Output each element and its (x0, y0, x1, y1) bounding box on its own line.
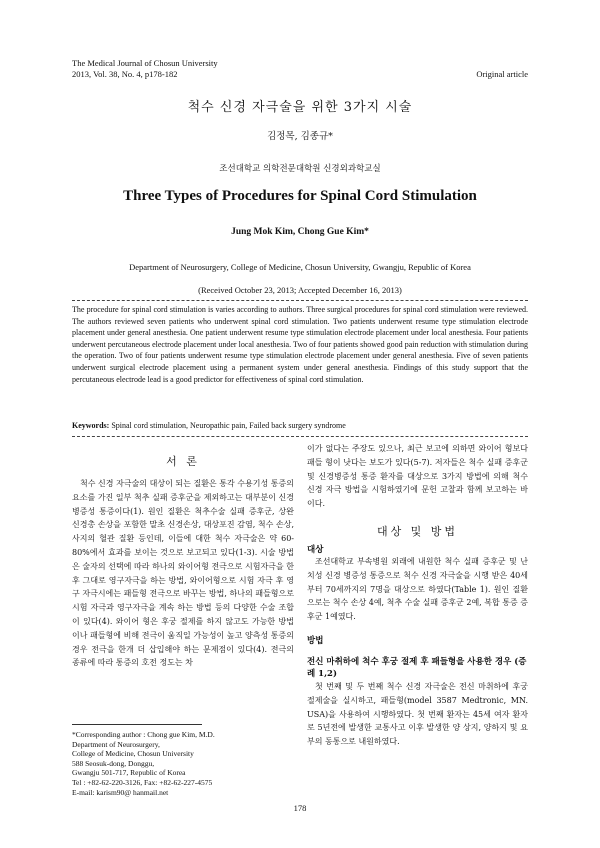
case-heading: 전신 마취하에 척수 후궁 절제 후 패들형을 사용한 경우 (증례 1,2) (307, 656, 527, 679)
journal-volume: 2013, Vol. 38, No. 4, p178-182 (72, 69, 178, 79)
subjects-text: 조선대학교 부속병원 외래에 내원한 척수 실패 증후군 및 난치성 신경 병증성 통증으로 척수 신경 자극술을 시행 받은 40세부터 70세까지의 7명을 대상으로 하였다(Table 1). 원인 질환으로는 척수 손상 4예, 척추 수술 실패 증후군 2예, 복합 통증 증후군 1예였다. (307, 556, 528, 622)
intro-heading: 서 론 (166, 455, 200, 468)
article-type: Original article (476, 69, 528, 79)
divider-top (72, 300, 528, 301)
authors-korean: 김정목, 김종규* (267, 131, 333, 142)
corr-line-2: Department of Neurosurgery, (72, 739, 160, 749)
case-text: 첫 번째 및 두 번째 척수 신경 자극술은 전신 마취하에 후궁 절제술을 실시하고, 패들형(model 3587 Medtronic, MN. USA)을 사용하여 시행하였다. 첫 번째 환자는 45세 여자 환자로 5년전에 발생한 교통사고 이후 발생한 양 상지, 양하지 및 요부의 동통으로 내원하였다. (307, 681, 528, 747)
page-number: 178 (293, 803, 307, 813)
corr-line-7: E-mail: karism90@ hanmail.net (72, 787, 169, 797)
method-label: 방법 (307, 635, 324, 646)
keywords-text: Spinal cord stimulation, Neuropathic pain, Failed back surgery syndrome (111, 421, 346, 430)
authors-english: Jung Mok Kim, Chong Gue Kim* (231, 227, 369, 237)
title-english: Three Types of Procedures for Spinal Cord Stimulation (123, 188, 477, 204)
affiliation-english: Department of Neurosurgery, College of Medicine, Chosun University, Gwangju, Republic of Korea (129, 262, 471, 272)
journal-info (72, 58, 218, 80)
affiliation-korean: 조선대학교 의학전문대학원 신경외과학교실 (219, 164, 381, 174)
received-dates: (Received October 23, 2013; Accepted December 16, 2013) (198, 285, 402, 295)
right-column (307, 442, 528, 749)
footnote-rule (72, 724, 202, 725)
corr-line-4: 588 Seosuk-dong, Donggu, (72, 758, 155, 768)
keywords (72, 421, 528, 430)
corr-line-3: College of Medicine, Chosun University (72, 749, 194, 759)
corr-line-1: *Corresponding author : Chong gue Kim, M.D. (72, 730, 215, 739)
intro-continued: 이가 없다는 주장도 있으나, 최근 보고에 의하면 와이어 형보다 패들 형이 낫다는 보도가 있다(5-7). 저자들은 척수 실패 증후군 및 신경병증성 통증 환자를 대상으로 3가지 방법에 의해 척수 신경 자극 방법을 시험하였기에 문헌 고찰과 함께 보고하는 바이다. (307, 444, 528, 509)
intro-section (72, 453, 294, 670)
subjects-label: 대상 (307, 544, 324, 555)
abstract: The procedure for spinal cord stimulation is varies according to authors. Three surgical procedures for spinal cord stimulation were reviewed. The authors reviewed seven patients who underwent spinal cord stimulation. Two patients underwent resume type stimulation electrode placement under general anesthesia. One patient underwent resume type stimulation electrode placement under local anesthesia. Four patients underwent percutaneous electrode placement under local anesthesia. Two of four patients showed good pain reduction with stimulation during the operation. Two of four patients underwent resume type stimulation electrode placement under general anesthesia. Five of seven patients underwent surgical electrode placement using a permanent system under general anesthesia. Findings of this study support that the percutaneous electrode lead is a good predictor for effectiveness of spinal cord stimulation. (72, 305, 528, 384)
corr-line-5: Gwangju 501-717, Republic of Korea (72, 768, 186, 778)
correspondence (72, 730, 215, 797)
divider-bottom (72, 436, 528, 437)
keywords-label: Keywords: (72, 421, 110, 430)
journal-name: The Medical Journal of Chosun University (72, 58, 218, 68)
title-korean: 척수 신경 자극술을 위한 3가지 시술 (187, 100, 413, 115)
intro-text: 척수 신경 자극술의 대상이 되는 질환은 통각 수용기성 통증의 요소를 가진 일부 척추 실패 증후군을 제외하고는 대부분이 신경 병증성 통증이다(1). 원인 질환은 척추수술 실패 증후군, 상완 신경총 손상을 포함한 말초 신경손상, 대상포진 감염, 척수 손상, 사지의 혈관 질환 등인데, 이들에 대한 척수 자극술은 약 60-80%에서 효과를 보이는 것으로 보고되고 있다(1-3). 시술 방법은 술자의 선택에 따라 하나의 와이어형 전극으로 시험자극을 한 후 그대로 영구자극을 하는 방법, 와이어형으로 시험 자극 후 영구 자극시에는 패들형 전극으로 바꾸는 방법, 하나의 패들형으로 시험 자극과 영구자극을 계속 하는 방법 등의 다양한 수술 조합이 있다(4). 와이어 형은 후궁 절제를 하지 않고도 가능한 방법이나 패들형에 비해 전극이 움직일 가능성이 높고 양측성 통증의 경우 전극을 한개 더 삽입해야 하는 문제점이 있다(4). 전극의 종류에 따라 통증의 호전 정도는 차 (72, 479, 294, 668)
corr-line-6: Tel : +82-62-220-3126, Fax: +82-62-227-4575 (72, 777, 213, 787)
methods-heading: 대상 및 방법 (376, 524, 459, 538)
